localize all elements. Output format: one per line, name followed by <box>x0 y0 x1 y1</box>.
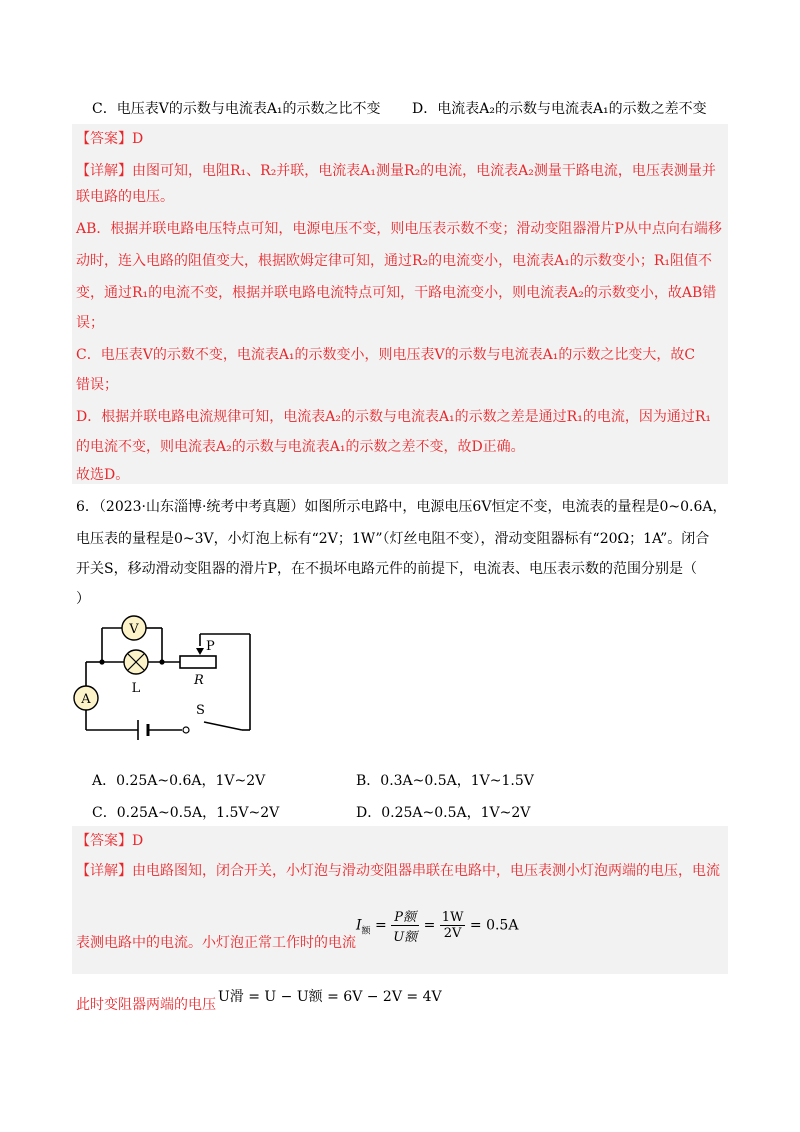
detail-line: AB．根据并联电路电压特点可知，电源电压不变，则电压表示数不变；滑动变阻器滑片P从中点向右端移 <box>76 221 722 237</box>
detail-line: 【详解】由图可知，电阻R₁、R₂并联，电流表A₁测量R₂的电流，电流表A₂测量干路电流，电压表测量并 <box>76 163 716 179</box>
formula-voltage: U滑 = U − U额 = 6V − 2V = 4V <box>218 989 442 1005</box>
switch-label: S <box>196 703 205 718</box>
detail-line: 误； <box>76 315 104 331</box>
detail-line: 错误； <box>76 377 118 393</box>
question-6-line: 电压表的量程是0~3V，小灯泡上标有“2V；1W”（灯丝电阻不变），滑动变阻器标有“20Ω；1A”。闭合 <box>76 531 710 547</box>
question-6-line: ） <box>76 591 90 607</box>
detail-line: 【详解】由电路图知，闭合开关，小灯泡与滑动变阻器串联在电路中，电压表测小灯泡两端的电压，电流 <box>76 863 720 879</box>
circuit-diagram <box>66 610 266 750</box>
detail-line: D．根据并联电路电流规律可知，电流表A₂的示数与电流表A₁的示数之差是通过R₁的电流，因为通过R₁ <box>76 409 711 425</box>
detail-line: 表测电路中的电流。小灯泡正常工作时的电流 <box>76 935 356 951</box>
option-d: D．0.25A~0.5A，1V~2V <box>356 805 531 821</box>
option-a: A．0.25A~0.6A，1V~2V <box>92 773 266 789</box>
slider-label: P <box>206 639 215 654</box>
switch-icon <box>183 727 189 733</box>
detail-line: 故选D。 <box>76 467 130 483</box>
resistor-label: R <box>194 673 204 688</box>
slider-arrow-icon <box>196 648 204 655</box>
option-c: C．0.25A~0.5A，1.5V~2V <box>92 805 280 821</box>
detail-line: 变，通过R₁的电流不变，根据并联电路电流特点可知，干路电流变小，则电流表A₂的示数变小，故AB错 <box>76 285 717 301</box>
option-c-q5: C．电压表V的示数与电流表A₁的示数之比不变 <box>92 101 381 117</box>
detail-line: C．电压表V的示数不变，电流表A₁的示数变小，则电压表V的示数与电流表A₁的示数之比变大，故C <box>76 347 696 363</box>
ammeter-label: A <box>81 692 91 707</box>
answer-label-q6: 【答案】D <box>76 833 144 849</box>
option-d-q5: D．电流表A₂的示数与电流表A₁的示数之差不变 <box>412 101 707 117</box>
detail-line: 的电流不变，则电流表A₂的示数与电流表A₁的示数之差不变，故D正确。 <box>76 439 525 455</box>
question-6-line: 开关S，移动滑动变阻器的滑片P，在不损坏电路元件的前提下，电流表、电压表示数的范围分别是（ <box>76 561 698 577</box>
detail-line: 联电路的电压。 <box>76 189 174 205</box>
question-6-line: 6．（2023·山东淄博·统考中考真题）如图所示电路中，电源电压6V恒定不变，电流表的量程是0~0.6A， <box>76 499 727 515</box>
lamp-label: L <box>131 681 141 696</box>
answer-label-q5: 【答案】D <box>76 131 144 147</box>
formula-current: $I_额$ = $\frac{\text{P额}}{\text{U额}}$ = $\frac{1W}{2V}$ = 0.5A <box>356 906 518 945</box>
option-b: B．0.3A~0.5A，1V~1.5V <box>356 773 534 789</box>
detail-line: 此时变阻器两端的电压 <box>76 997 216 1013</box>
detail-line: 动时，连入电路的阻值变大，根据欧姆定律可知，通过R₂的电流变小，电流表A₁的示数变小；R₁阻值不 <box>76 253 713 269</box>
voltmeter-label: V <box>129 622 139 637</box>
